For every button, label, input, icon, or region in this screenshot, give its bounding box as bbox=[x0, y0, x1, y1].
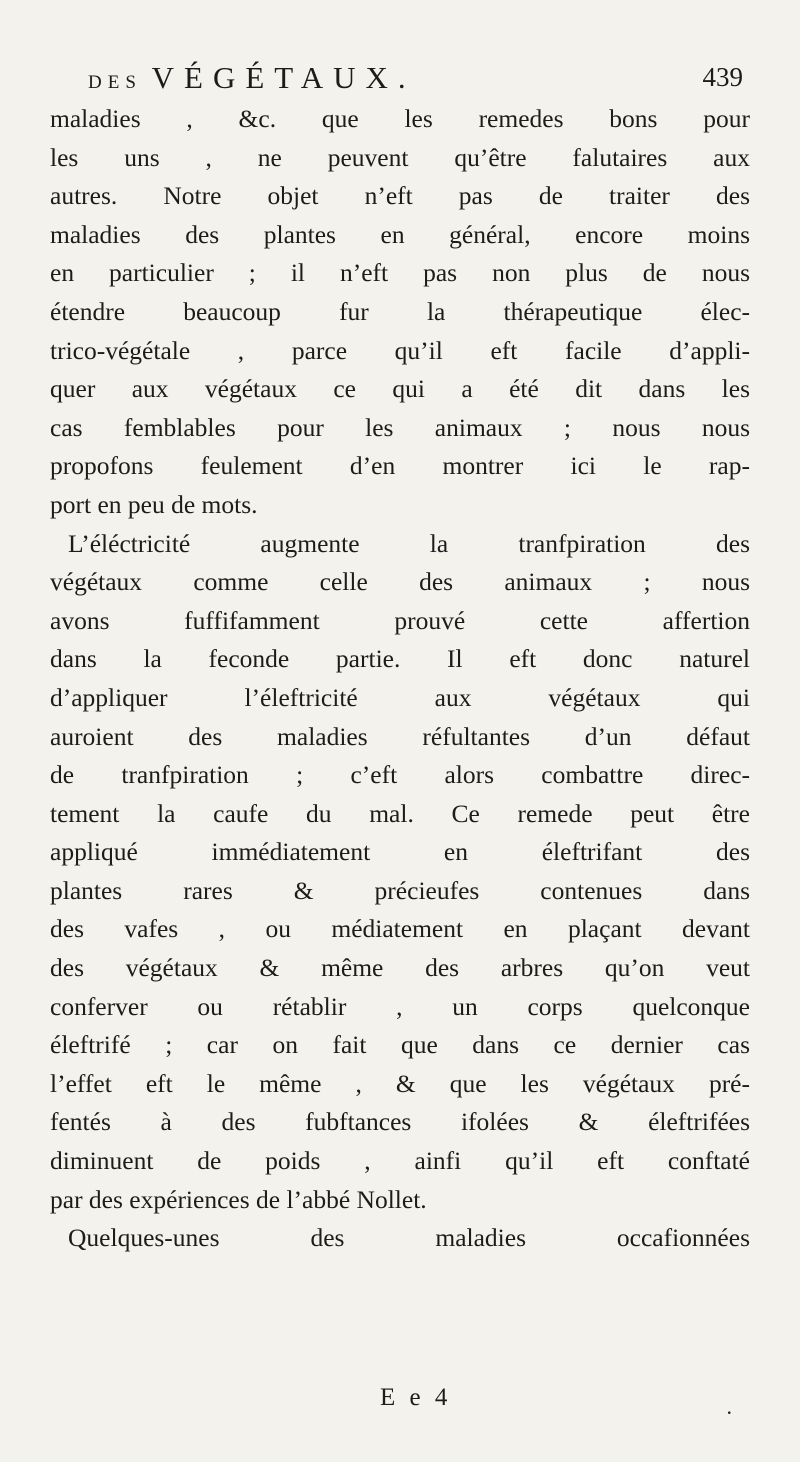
body-text bbox=[50, 100, 750, 1258]
margin-mark: . bbox=[726, 1394, 732, 1419]
text-line: autres. Notre objet n’eft pas de traiter des bbox=[50, 181, 750, 211]
text-line: de tranfpiration ; c’eft alors combattre direc- bbox=[50, 760, 750, 790]
text-line: cas femblables pour les animaux ; nous nous bbox=[50, 412, 750, 442]
text-line: appliqué immédiatement en éleftrifant des bbox=[50, 837, 750, 867]
running-title bbox=[88, 60, 416, 96]
text-line: en particulier ; il n’eft pas non plus de nous bbox=[50, 258, 750, 288]
text-line: port en peu de mots. bbox=[50, 489, 258, 519]
text-line: par des expériences de l’abbé Nollet. bbox=[50, 1184, 427, 1214]
text-line: quer aux végétaux ce qui a été dit dans les bbox=[50, 374, 750, 404]
text-line: les uns , ne peuvent qu’être falutaires aux bbox=[50, 142, 750, 172]
text-line: maladies , &c. que les remedes bons pour bbox=[50, 104, 750, 133]
text-line: l’effet eft le même , & que les végétaux pré- bbox=[50, 1068, 750, 1098]
text-line: d’appliquer l’éleftricité aux végétaux qui bbox=[50, 682, 750, 712]
page-number: 439 bbox=[702, 62, 743, 92]
text-line: maladies des plantes en général, encore moins bbox=[50, 219, 750, 249]
running-head bbox=[88, 60, 753, 100]
text-line: étendre beaucoup fur la thérapeutique élec- bbox=[50, 296, 750, 326]
text-line: dans la feconde partie. Il eft donc naturel bbox=[50, 644, 750, 674]
text-line: Quelques-unes des maladies occafionnées bbox=[68, 1223, 750, 1253]
text-line: des végétaux & même des arbres qu’on veut bbox=[50, 953, 750, 983]
text-line: conferver ou rétablir , un corps quelconque bbox=[50, 991, 750, 1021]
text-line: éleftrifé ; car on fait que dans ce dernier cas bbox=[50, 1030, 750, 1060]
text-line: fentés à des fubftances ifolées & éleftrifées bbox=[50, 1107, 750, 1137]
text-line: L’éléctricité augmente la tranfpiration des bbox=[68, 528, 750, 558]
text-line: diminuent de poids , ainfi qu’il eft conftaté bbox=[50, 1146, 750, 1176]
text-line: plantes rares & précieufes contenues dans bbox=[50, 875, 750, 905]
text-line: tement la caufe du mal. Ce remede peut être bbox=[50, 798, 750, 828]
text-line: des vafes , ou médiatement en plaçant devant bbox=[50, 914, 750, 944]
text-line: avons fuffifamment prouvé cette affertion bbox=[50, 605, 750, 635]
text-line: trico-végétale , parce qu’il eft facile d’appli- bbox=[50, 335, 750, 365]
running-title-prefix: DES bbox=[88, 72, 142, 93]
signature-row bbox=[50, 1384, 750, 1424]
text-line: végétaux comme celle des animaux ; nous bbox=[50, 567, 750, 597]
text-line: auroient des maladies réfultantes d’un défaut bbox=[50, 721, 750, 751]
running-title-main: VÉGÉTAUX. bbox=[151, 60, 416, 95]
signature-mark: E e 4 bbox=[380, 1384, 452, 1411]
text-line: propofons feulement d’en montrer ici le rap- bbox=[50, 451, 750, 481]
